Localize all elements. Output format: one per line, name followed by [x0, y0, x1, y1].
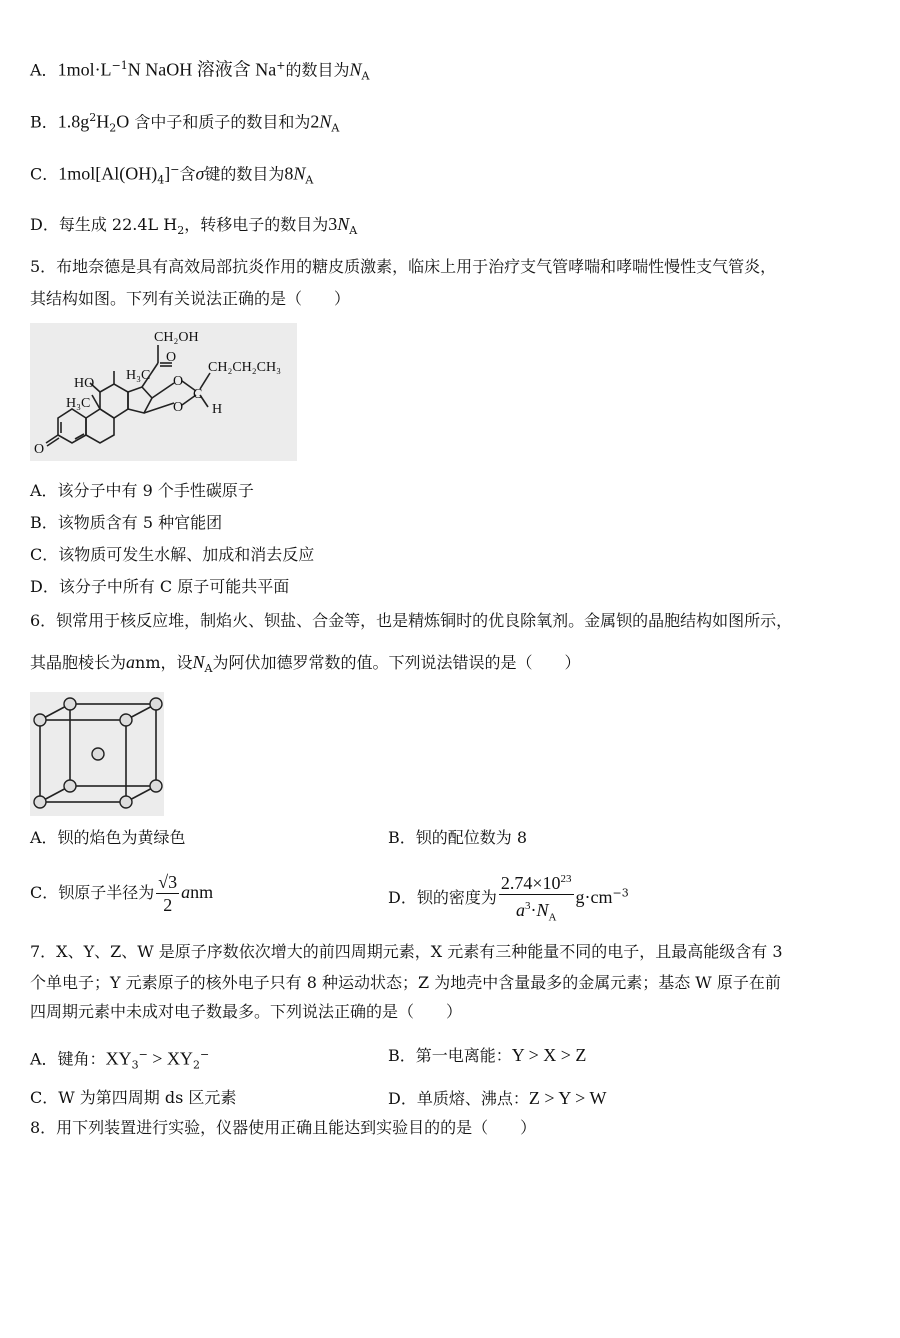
label-acetal-o2: O: [173, 400, 184, 415]
q7-option-c: C．W 为第四周期 ds 区元素: [30, 1088, 237, 1107]
ring-d: [128, 387, 152, 413]
q8-stem: 8．用下列装置进行实验，仪器使用正确且能达到实验目的的是（ ）: [30, 1118, 537, 1137]
label-c3-o: O: [34, 442, 45, 457]
barium-unit-cell-figure: [30, 692, 164, 816]
q5-option-b: B．该物质含有 5 种官能团: [30, 513, 223, 532]
q5-stem-line1: 5．布地奈德是具有高效局部抗炎作用的糖皮质激素，临床上用于治疗支气管哮喘和哮喘性慢性支气管炎，: [30, 257, 777, 276]
label-acetal-c: C: [193, 387, 203, 402]
label-h3c-top: H₃C: [126, 368, 151, 383]
q4-option-b: B．$1.8g^2H_2O$ 含中子和质子的数目和为$2N_A$: [30, 111, 340, 135]
q4-option-c: C．$1mol[Al(OH)_4]^-$含σ键的数目为$8N_A$: [30, 163, 314, 187]
label-propyl-chain: CH₂CH₂CH₃: [208, 360, 281, 375]
q6-option-c: C．钡原子半径为 $\frac{√3}{2}$ anm: [30, 872, 214, 915]
q7-stem-line1: 7．X、Y、Z、W 是原子序数依次增大的前四周期元素，X 元素有三种能量不同的电子，且最高能级含有 3: [30, 942, 783, 961]
q7-stem-line2: 个单电子；Y 元素原子的核外电子只有 8 种运动状态；Z 为地壳中含量最多的金属元素；基态 W 原子在前: [30, 973, 781, 992]
budesonide-structure-diagram: [30, 323, 297, 461]
ring-c: [100, 384, 128, 418]
q6-option-b: B．钡的配位数为 8: [388, 828, 528, 847]
ring-a: [58, 409, 86, 443]
label-ho: HO: [74, 376, 95, 391]
label-ch2oh: CH₂OH: [154, 330, 199, 345]
q5-option-c: C．该物质可发生水解、加成和消去反应: [30, 545, 315, 564]
bcc-unit-cell-diagram: [30, 692, 164, 816]
label-h3c-bottom: H₃C: [66, 396, 91, 411]
ring-b: [86, 409, 114, 443]
q5-option-d: D．该分子中所有 C 原子可能共平面: [30, 577, 290, 596]
q6-option-d: D．钡的密度为 $\frac{2.74\times 10^{23}}{a^3\cdot N_A}$ $g\cdot cm^{-3}$: [388, 868, 629, 929]
q7-stem-line3: 四周期元素中未成对电子数最多。下列说法正确的是（ ）: [30, 1002, 463, 1021]
label-acetal-o1: O: [173, 374, 184, 389]
label-h: H: [212, 402, 223, 417]
q7-option-a: A．键角：$XY_3^- > XY_2^-$: [30, 1048, 210, 1072]
q6-option-a: A．钡的焰色为黄绿色: [30, 828, 186, 847]
q4-option-d: D．每生成 22.4L $H_2$，转移电子的数目为$3N_A$: [30, 214, 358, 238]
budesonide-structure-figure: [30, 323, 297, 461]
q7-option-d: D．单质熔、沸点：Z > Y > W: [388, 1088, 607, 1108]
q7-option-b: B．第一电离能：Y > X > Z: [388, 1045, 587, 1065]
body-center-atom: [92, 748, 104, 760]
q6-stem-line2: 其晶胞棱长为anm，设$N_A$为阿伏加德罗常数的值。下列说法错误的是（ ）: [30, 652, 581, 676]
q4-option-a: A．$1mol\cdot L^{-1}N$ NaOH 溶液含 Na+的数目为$N_A$: [30, 59, 370, 83]
q5-stem-line2: 其结构如图。下列有关说法正确的是（ ）: [30, 289, 351, 308]
q6-stem-line1: 6．钡常用于核反应堆，制焰火、钡盐、合金等，也是精炼铜时的优良除氧剂。金属钡的晶胞结构如图所示，: [30, 611, 793, 630]
label-ketone-o: O: [166, 350, 177, 365]
q5-option-a: A．该分子中有 9 个手性碳原子: [30, 481, 254, 500]
